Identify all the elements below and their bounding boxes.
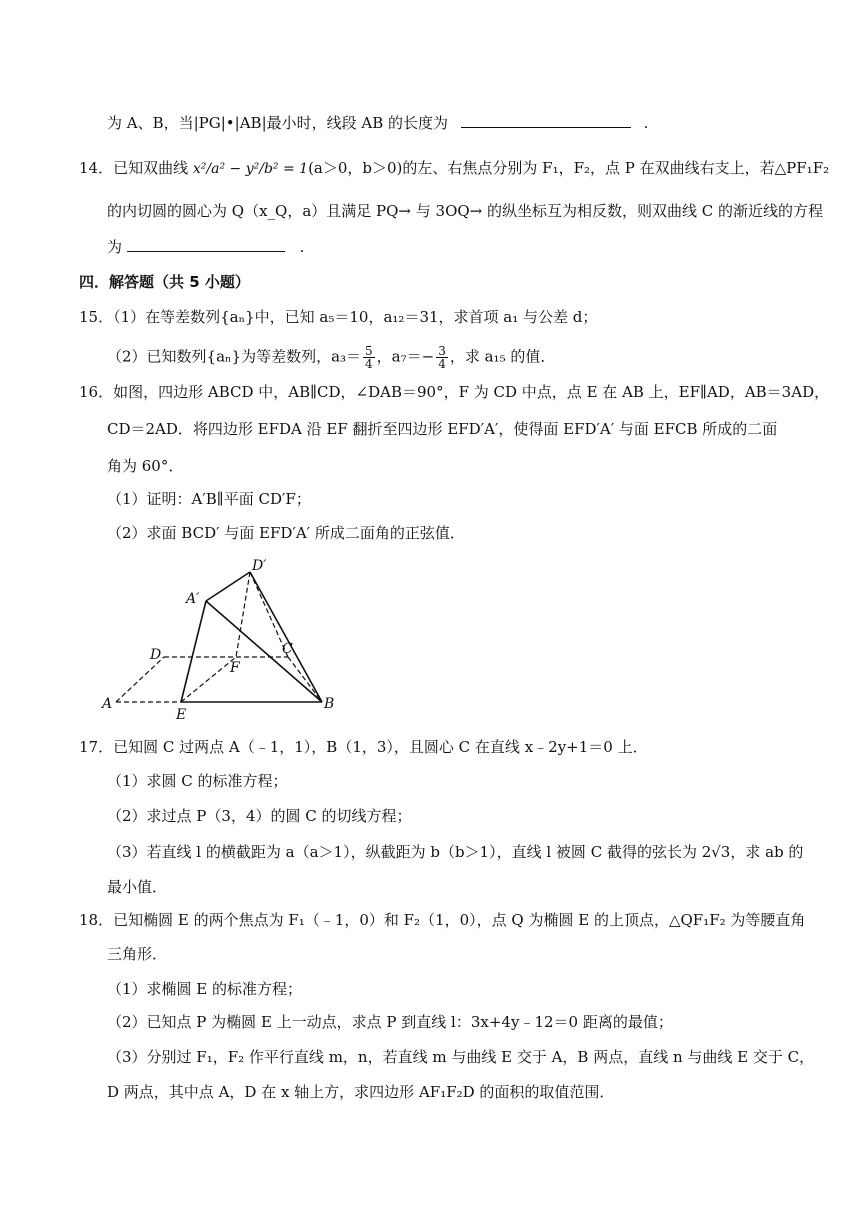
q15-part2-c: ，求 a₁₅ 的值． (449, 347, 556, 366)
q17-part1: （1）求圆 C 的标准方程； (107, 772, 288, 790)
q18-line1 (79, 910, 805, 930)
q14-end-mark: . (299, 238, 305, 256)
q14-answer-blank[interactable] (127, 237, 285, 252)
q15-part2-b: ，a₇＝− (376, 347, 435, 366)
q17-part3: （3）若直线 l 的横截距为 a（a＞1），纵截距为 b（b＞1），直线 l 被圆 C 截得的弦长为 2√3，求 ab 的 (107, 843, 804, 861)
q14-number: 14． (79, 159, 114, 177)
q15-frac2-num: 3 (438, 344, 446, 358)
q18-number: 18． (79, 911, 114, 929)
label-A: A (102, 696, 113, 712)
q14-line1-b: (a＞0，b＞0)的左、右焦点分别为 F₁，F₂，点 P 在双曲线右支上，若△PF₁F₂ (308, 159, 830, 177)
q15-frac1-num: 5 (365, 344, 373, 358)
label-E: E (176, 707, 187, 723)
q17-part3-cont: 最小值． (107, 878, 168, 896)
q16-line1-text: 如图，四边形 ABCD 中，AB∥CD，∠DAB＝90°，F 为 CD 中点，点 E 在 AB 上，EF∥AD，AB＝3AD， (113, 383, 830, 401)
label-F: F (230, 660, 240, 676)
q13-tail-text: 为 A、B，当|PG|•|AB|最小时，线段 AB 的长度为 (107, 114, 449, 132)
q17-part2: （2）求过点 P（3，4）的圆 C 的切线方程； (107, 807, 412, 825)
edge-A'D' (206, 572, 250, 601)
q14-line1-a: 已知双曲线 (113, 159, 189, 177)
q13-end-mark: . (643, 114, 649, 132)
q14-line3 (107, 237, 304, 257)
section-heading: 四．解答题（共 5 小题） (79, 273, 250, 291)
q15-number: 15． (79, 308, 114, 326)
q15-part2-a: （2）已知数列{aₙ}为等差数列，a₃＝ (107, 347, 362, 366)
edge-A'B (206, 601, 322, 702)
q14-line2: 的内切圆的圆心为 Q（x_Q，a）且满足 PQ→ 与 3OQ→ 的纵坐标互为相反数，则双曲线 C 的渐近线的方程 (107, 202, 824, 220)
q15-frac2-den: 4 (438, 357, 446, 371)
q16-line3: 角为 60°． (107, 457, 184, 475)
q18-part3: （3）分别过 F₁，F₂ 作平行直线 m，n，若直线 m 与曲线 E 交于 A，B 两点，直线 n 与曲线 E 交于 C， (107, 1048, 815, 1066)
q15-frac1-den: 4 (365, 357, 373, 371)
label-D: D (150, 647, 162, 663)
edge-EF (181, 657, 236, 702)
q15-fraction-2 (436, 345, 448, 370)
q15-fraction-1 (363, 345, 375, 370)
edge-D'F (236, 572, 250, 657)
q14-line1 (79, 158, 829, 179)
edge-AD (116, 657, 164, 702)
q16-geometry-figure (100, 553, 360, 723)
q18-part1: （1）求椭圆 E 的标准方程； (107, 980, 303, 998)
q15-line1 (79, 307, 597, 327)
q16-line2: CD＝2AD．将四边形 EFDA 沿 EF 翻折至四边形 EFD′A′，使得面 EFD′A′ 与面 EFCB 所成的二面 (107, 420, 778, 438)
q13-answer-blank[interactable] (461, 113, 631, 128)
q16-part2: （2）求面 BCD′ 与面 EFD′A′ 所成二面角的正弦值． (107, 524, 465, 542)
q13-tail-line (107, 113, 648, 133)
q18-line2: 三角形． (107, 945, 168, 963)
q16-number: 16． (79, 383, 114, 401)
q14-line3-text: 为 (107, 238, 123, 256)
q15-part2 (107, 345, 555, 370)
q16-line1 (79, 382, 829, 402)
edge-A'E (181, 601, 206, 702)
q15-part1: （1）在等差数列{aₙ}中，已知 a₅＝10，a₁₂＝31，求首项 a₁ 与公差 d； (113, 308, 598, 326)
q18-line1-text: 已知椭圆 E 的两个焦点为 F₁（﹣1，0）和 F₂（1，0），点 Q 为椭圆 E 的上顶点，△QF₁F₂ 为等腰直角 (113, 911, 806, 929)
q17-line1 (79, 737, 648, 757)
q18-part2: （2）已知点 P 为椭圆 E 上一动点，求点 P 到直线 l：3x+4y﹣12＝0 距离的最值； (107, 1013, 673, 1031)
edge-D'B (250, 572, 322, 702)
label-A-prime: A′ (186, 591, 200, 607)
edge-CB (288, 657, 322, 702)
q18-part3-cont: D 两点，其中点 A，D 在 x 轴上方，求四边形 AF₁F₂D 的面积的取值范围． (107, 1083, 615, 1101)
q17-number: 17． (79, 738, 114, 756)
q16-part1: （1）证明：A′B∥平面 CD′F； (107, 490, 311, 508)
q17-line1-text: 已知圆 C 过两点 A（﹣1，1），B（1，3），且圆心 C 在直线 x﹣2y+1＝0 上． (113, 738, 648, 756)
label-C: C (282, 641, 293, 657)
figure-solid-edges (181, 572, 322, 702)
label-B: B (324, 696, 335, 712)
label-D-prime: D′ (252, 558, 267, 574)
q14-hyperbola-equation: x²/a² − y²/b² = 1 (192, 161, 309, 177)
